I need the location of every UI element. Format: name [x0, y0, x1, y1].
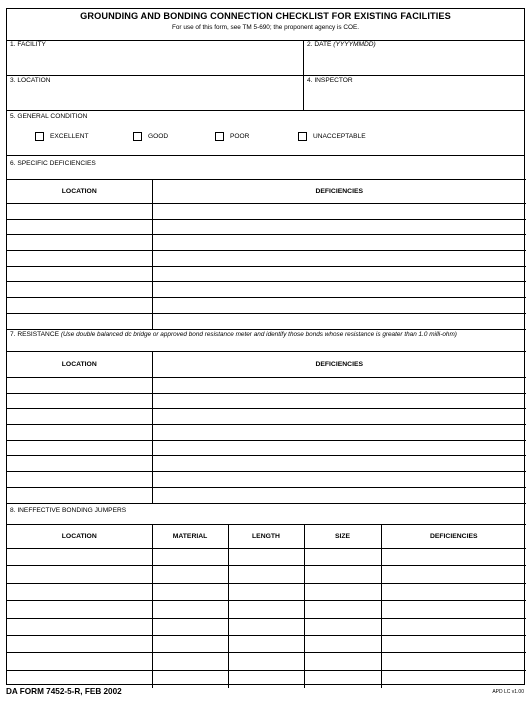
column-header: DEFICIENCIES: [152, 180, 526, 204]
material-cell[interactable]: [152, 618, 228, 635]
table-row: [7, 440, 526, 456]
location-field[interactable]: [7, 85, 303, 110]
divider: [7, 110, 524, 111]
table-row: [7, 487, 526, 503]
length-cell[interactable]: [228, 583, 304, 600]
column-header: LOCATION: [7, 352, 152, 378]
length-cell[interactable]: [228, 566, 304, 583]
column-header: SIZE: [304, 525, 381, 549]
specific-deficiencies-table: [7, 179, 526, 330]
location-label: 3. LOCATION: [10, 77, 51, 84]
deficiencies-cell[interactable]: [381, 583, 526, 600]
deficiencies-cell[interactable]: [381, 566, 526, 583]
form-title: GROUNDING AND BONDING CONNECTION CHECKLIST FOR EXISTING FACILITIES: [80, 11, 451, 21]
deficiencies-cell[interactable]: [152, 456, 526, 472]
column-header: DEFICIENCIES: [152, 352, 526, 378]
location-cell[interactable]: [7, 425, 152, 441]
checkbox-box[interactable]: [215, 132, 224, 141]
location-cell[interactable]: [7, 456, 152, 472]
date-field[interactable]: [304, 49, 524, 75]
table-row: [7, 235, 526, 251]
length-cell[interactable]: [228, 601, 304, 618]
location-cell[interactable]: [7, 487, 152, 503]
location-cell[interactable]: [7, 378, 152, 394]
location-cell[interactable]: [7, 601, 152, 618]
deficiencies-cell[interactable]: [152, 313, 526, 329]
divider: [7, 40, 524, 41]
table-row: [7, 313, 526, 329]
length-cell[interactable]: [228, 618, 304, 635]
checkbox-label: GOOD: [148, 133, 169, 140]
location-cell[interactable]: [7, 266, 152, 282]
divider: [7, 155, 524, 156]
size-cell[interactable]: [304, 653, 381, 670]
material-cell[interactable]: [152, 601, 228, 618]
location-cell[interactable]: [7, 549, 152, 566]
deficiencies-cell[interactable]: [381, 549, 526, 566]
material-cell[interactable]: [152, 549, 228, 566]
table-row: [7, 282, 526, 298]
location-cell[interactable]: [7, 653, 152, 670]
location-cell[interactable]: [7, 566, 152, 583]
location-cell[interactable]: [7, 204, 152, 220]
deficiencies-cell[interactable]: [152, 266, 526, 282]
material-cell[interactable]: [152, 583, 228, 600]
form-subtitle: For use of this form, see TM 5-690; the proponent agency is COE.: [171, 24, 360, 31]
resistance-note: (Use double balanced dc bridge or approved bond resistance meter and identify those bonds whose resistance is greater than 1.0 milli-ohm): [60, 331, 457, 338]
deficiencies-cell[interactable]: [381, 618, 526, 635]
resistance-label: 7. RESISTANCE (Use double balanced dc bridge or approved bond resistance meter and identify those bonds whose resistance is greater than 1.0 milli-ohm): [10, 331, 457, 338]
column-header: LOCATION: [7, 180, 152, 204]
resistance-table: [7, 351, 526, 504]
table-row: [7, 456, 526, 472]
location-cell[interactable]: [7, 472, 152, 488]
table-row: [7, 378, 526, 394]
location-cell[interactable]: [7, 298, 152, 314]
deficiencies-cell[interactable]: [152, 393, 526, 409]
checkbox-label: POOR: [230, 133, 250, 140]
deficiencies-cell[interactable]: [152, 235, 526, 251]
size-cell[interactable]: [304, 583, 381, 600]
table-row: [7, 409, 526, 425]
size-cell[interactable]: [304, 601, 381, 618]
deficiencies-cell[interactable]: [152, 409, 526, 425]
location-cell[interactable]: [7, 393, 152, 409]
location-cell[interactable]: [7, 235, 152, 251]
size-cell[interactable]: [304, 670, 381, 687]
checkbox-box[interactable]: [35, 132, 44, 141]
deficiencies-cell[interactable]: [381, 635, 526, 652]
checkbox-box[interactable]: [133, 132, 142, 141]
checkbox-label: EXCELLENT: [50, 133, 89, 140]
table-row: [7, 266, 526, 282]
table-row: [7, 393, 526, 409]
good-checkbox[interactable]: [133, 132, 168, 141]
deficiencies-cell[interactable]: [152, 440, 526, 456]
location-cell[interactable]: [7, 409, 152, 425]
form-version: APD LC v1.00: [492, 689, 524, 695]
checklist-form: [6, 8, 525, 685]
bonding-jumpers-label: 8. INEFFECTIVE BONDING JUMPERS: [10, 507, 127, 514]
length-cell[interactable]: [228, 653, 304, 670]
column-header: LOCATION: [7, 525, 152, 549]
length-cell[interactable]: [228, 635, 304, 652]
unacceptable-checkbox[interactable]: [298, 132, 366, 141]
deficiencies-cell[interactable]: [152, 298, 526, 314]
size-cell[interactable]: [304, 549, 381, 566]
location-cell[interactable]: [7, 670, 152, 687]
deficiencies-cell[interactable]: [152, 425, 526, 441]
deficiencies-cell[interactable]: [381, 653, 526, 670]
material-cell[interactable]: [152, 566, 228, 583]
poor-checkbox[interactable]: [215, 132, 249, 141]
deficiencies-cell[interactable]: [152, 204, 526, 220]
table-row: [7, 601, 526, 618]
date-label: 2. DATE (YYYYMMDD): [307, 41, 376, 48]
inspector-label: 4. INSPECTOR: [307, 77, 353, 84]
deficiencies-cell[interactable]: [152, 487, 526, 503]
checkbox-box[interactable]: [298, 132, 307, 141]
bonding-jumpers-table: [7, 524, 526, 688]
material-cell[interactable]: [152, 653, 228, 670]
facility-label: 1. FACILITY: [10, 41, 46, 48]
facility-field[interactable]: [7, 49, 303, 75]
deficiencies-cell[interactable]: [381, 601, 526, 618]
column-header: LENGTH: [228, 525, 304, 549]
table-row: [7, 653, 526, 670]
size-cell[interactable]: [304, 618, 381, 635]
location-cell[interactable]: [7, 440, 152, 456]
table-row: [7, 583, 526, 600]
table-row: [7, 204, 526, 220]
column-header: MATERIAL: [152, 525, 228, 549]
location-cell[interactable]: [7, 282, 152, 298]
deficiencies-cell[interactable]: [152, 251, 526, 267]
table-row: [7, 635, 526, 652]
deficiencies-cell[interactable]: [152, 282, 526, 298]
deficiencies-cell[interactable]: [152, 219, 526, 235]
excellent-checkbox[interactable]: [35, 132, 88, 141]
table-row: [7, 219, 526, 235]
table-row: [7, 549, 526, 566]
table-row: [7, 670, 526, 687]
column-header: DEFICIENCIES: [381, 525, 526, 549]
deficiencies-cell[interactable]: [381, 670, 526, 687]
location-cell[interactable]: [7, 219, 152, 235]
checkbox-label: UNACCEPTABLE: [313, 133, 366, 140]
table-row: [7, 298, 526, 314]
location-cell[interactable]: [7, 618, 152, 635]
form-number: DA FORM 7452-5-R, FEB 2002: [6, 687, 122, 696]
location-cell[interactable]: [7, 251, 152, 267]
general-condition-label: 5. GENERAL CONDITION: [10, 113, 88, 120]
table-row: [7, 566, 526, 583]
length-cell[interactable]: [228, 549, 304, 566]
deficiencies-cell[interactable]: [152, 472, 526, 488]
location-cell[interactable]: [7, 635, 152, 652]
table-row: [7, 251, 526, 267]
size-cell[interactable]: [304, 635, 381, 652]
date-format-hint: (YYYYMMDD): [333, 41, 376, 48]
deficiencies-cell[interactable]: [152, 378, 526, 394]
location-cell[interactable]: [7, 583, 152, 600]
length-cell[interactable]: [228, 670, 304, 687]
table-row: [7, 618, 526, 635]
specific-deficiencies-label: 6. SPECIFIC DEFICIENCIES: [10, 160, 96, 167]
size-cell[interactable]: [304, 566, 381, 583]
material-cell[interactable]: [152, 635, 228, 652]
table-row: [7, 425, 526, 441]
table-row: [7, 472, 526, 488]
divider: [7, 75, 524, 76]
material-cell[interactable]: [152, 670, 228, 687]
location-cell[interactable]: [7, 313, 152, 329]
inspector-field[interactable]: [304, 85, 524, 110]
